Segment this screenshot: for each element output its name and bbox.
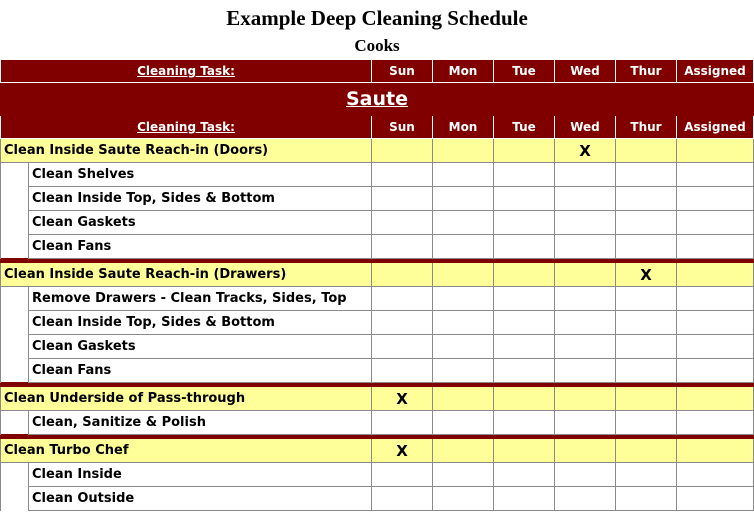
header-task-label: Cleaning Task:: [1, 60, 372, 83]
subtask-cell-thur[interactable]: [616, 287, 677, 311]
subtask-label: Clean Inside Top, Sides & Bottom: [29, 187, 372, 211]
header-assigned: Assigned: [677, 60, 754, 83]
schedule-title: Example Deep Cleaning Schedule: [226, 6, 528, 30]
header-day-thur: Thur: [616, 60, 677, 83]
subtask-cell-thur[interactable]: [616, 187, 677, 211]
task-row: [1, 263, 754, 287]
subtask-indent: [1, 411, 29, 435]
subtask-cell-sun[interactable]: [372, 463, 433, 487]
subtask-cell-sun[interactable]: [372, 359, 433, 383]
subtask-cell-mon[interactable]: [433, 411, 494, 435]
section-header-day-tue: Tue: [494, 116, 555, 139]
subtask-indent: [1, 335, 29, 359]
header-day-wed: Wed: [555, 60, 616, 83]
subtask-cell-sun[interactable]: [372, 487, 433, 511]
subtask-cell-sun[interactable]: [372, 235, 433, 259]
header-day-mon: Mon: [433, 60, 494, 83]
subtask-cell-assigned[interactable]: [677, 235, 754, 259]
header-day-tue: Tue: [494, 60, 555, 83]
schedule-table: [0, 59, 754, 511]
header-row: [1, 60, 754, 83]
subtask-cell-thur[interactable]: [616, 211, 677, 235]
section-header-day-mon: Mon: [433, 116, 494, 139]
task-label: Clean Underside of Pass-through: [1, 387, 372, 411]
subtask-cell-thur[interactable]: [616, 411, 677, 435]
task-cell-assigned[interactable]: [677, 439, 754, 463]
section-header-assigned: Assigned: [677, 116, 754, 139]
subtask-cell-tue[interactable]: [494, 187, 555, 211]
subtask-cell-mon[interactable]: [433, 235, 494, 259]
subtask-row: [1, 235, 754, 259]
subtask-cell-tue[interactable]: [494, 211, 555, 235]
section-header-day-thur: Thur: [616, 116, 677, 139]
subtask-cell-thur[interactable]: [616, 235, 677, 259]
subtask-cell-mon[interactable]: [433, 463, 494, 487]
subtask-cell-mon[interactable]: [433, 359, 494, 383]
section-header-task-label: Cleaning Task:: [1, 116, 372, 139]
subtask-cell-assigned[interactable]: [677, 163, 754, 187]
subtask-cell-wed[interactable]: [555, 487, 616, 511]
task-cell-wed[interactable]: [555, 387, 616, 411]
section-header-day-sun: Sun: [372, 116, 433, 139]
task-cell-assigned[interactable]: [677, 139, 754, 163]
subtask-cell-wed[interactable]: [555, 359, 616, 383]
task-cell-tue[interactable]: [494, 263, 555, 287]
subtask-cell-wed[interactable]: [555, 311, 616, 335]
subtask-row: [1, 287, 754, 311]
task-row: [1, 439, 754, 463]
subtask-cell-wed[interactable]: [555, 235, 616, 259]
subtask-indent: [1, 163, 29, 187]
subtask-cell-assigned[interactable]: [677, 487, 754, 511]
subtask-indent: [1, 487, 29, 511]
subtask-indent: [1, 287, 29, 311]
subtask-cell-assigned[interactable]: [677, 211, 754, 235]
subtask-cell-thur[interactable]: [616, 359, 677, 383]
subtask-cell-sun[interactable]: [372, 163, 433, 187]
subtask-cell-tue[interactable]: [494, 359, 555, 383]
subtask-cell-thur[interactable]: [616, 335, 677, 359]
task-cell-mon[interactable]: [433, 139, 494, 163]
subtask-indent: [1, 235, 29, 259]
task-cell-mon[interactable]: [433, 439, 494, 463]
subtask-cell-wed[interactable]: [555, 163, 616, 187]
task-cell-thur[interactable]: [616, 139, 677, 163]
task-cell-mon[interactable]: [433, 387, 494, 411]
task-cell-wed[interactable]: [555, 439, 616, 463]
subtask-cell-assigned[interactable]: [677, 411, 754, 435]
task-cell-thur[interactable]: [616, 387, 677, 411]
subtask-indent: [1, 187, 29, 211]
subtask-cell-sun[interactable]: [372, 287, 433, 311]
subtask-label: Clean Inside Top, Sides & Bottom: [29, 311, 372, 335]
subtask-label: Clean Inside: [29, 463, 372, 487]
subtask-row: [1, 211, 754, 235]
subtask-cell-mon[interactable]: [433, 211, 494, 235]
task-cell-tue[interactable]: [494, 139, 555, 163]
task-cell-tue[interactable]: [494, 387, 555, 411]
subtask-cell-tue[interactable]: [494, 487, 555, 511]
subtask-row: [1, 335, 754, 359]
subtask-cell-wed[interactable]: [555, 411, 616, 435]
task-cell-assigned[interactable]: [677, 387, 754, 411]
subtask-row: [1, 487, 754, 511]
subtask-cell-tue[interactable]: [494, 311, 555, 335]
task-label: Clean Inside Saute Reach-in (Drawers): [1, 263, 372, 287]
task-cell-thur[interactable]: X: [616, 263, 677, 287]
subtask-label: Clean Gaskets: [29, 335, 372, 359]
subtask-row: [1, 163, 754, 187]
subtask-cell-mon[interactable]: [433, 187, 494, 211]
subtask-cell-sun[interactable]: [372, 411, 433, 435]
subtask-cell-assigned[interactable]: [677, 311, 754, 335]
subtask-label: Remove Drawers - Clean Tracks, Sides, Top: [29, 287, 372, 311]
subtask-cell-wed[interactable]: [555, 211, 616, 235]
subtask-cell-mon[interactable]: [433, 335, 494, 359]
task-cell-tue[interactable]: [494, 439, 555, 463]
subtask-label: Clean Fans: [29, 359, 372, 383]
task-cell-sun[interactable]: [372, 263, 433, 287]
subtask-cell-thur[interactable]: [616, 463, 677, 487]
subtask-label: Clean Outside: [29, 487, 372, 511]
subtask-cell-assigned[interactable]: [677, 359, 754, 383]
subtask-cell-assigned[interactable]: [677, 335, 754, 359]
subtask-indent: [1, 311, 29, 335]
task-row: [1, 139, 754, 163]
task-cell-mon[interactable]: [433, 263, 494, 287]
task-cell-wed[interactable]: X: [555, 139, 616, 163]
subtask-cell-assigned[interactable]: [677, 187, 754, 211]
task-cell-wed[interactable]: [555, 263, 616, 287]
subtask-cell-sun[interactable]: [372, 311, 433, 335]
task-cell-sun[interactable]: X: [372, 387, 433, 411]
task-cell-sun[interactable]: [372, 139, 433, 163]
subtask-cell-tue[interactable]: [494, 411, 555, 435]
subtask-cell-assigned[interactable]: [677, 287, 754, 311]
task-cell-sun[interactable]: X: [372, 439, 433, 463]
subtask-cell-assigned[interactable]: [677, 463, 754, 487]
section-title: Saute: [1, 83, 754, 116]
subtask-row: [1, 411, 754, 435]
task-cell-thur[interactable]: [616, 439, 677, 463]
task-cell-assigned[interactable]: [677, 263, 754, 287]
subtask-label: Clean Gaskets: [29, 211, 372, 235]
subtask-cell-mon[interactable]: [433, 311, 494, 335]
subtask-cell-tue[interactable]: [494, 235, 555, 259]
subtask-row: [1, 463, 754, 487]
subtask-cell-mon[interactable]: [433, 487, 494, 511]
task-label: Clean Inside Saute Reach-in (Doors): [1, 139, 372, 163]
subtask-row: [1, 359, 754, 383]
section-row: [1, 83, 754, 116]
subtask-indent: [1, 463, 29, 487]
subtask-cell-sun[interactable]: [372, 211, 433, 235]
subtask-cell-wed[interactable]: [555, 463, 616, 487]
section-header-row: [1, 116, 754, 139]
subtask-cell-sun[interactable]: [372, 187, 433, 211]
subtask-label: Clean Fans: [29, 235, 372, 259]
subtask-cell-thur[interactable]: [616, 487, 677, 511]
subtask-cell-thur[interactable]: [616, 163, 677, 187]
subtask-cell-tue[interactable]: [494, 335, 555, 359]
subtask-cell-wed[interactable]: [555, 187, 616, 211]
subtask-cell-wed[interactable]: [555, 335, 616, 359]
subtask-cell-tue[interactable]: [494, 163, 555, 187]
subtask-cell-mon[interactable]: [433, 287, 494, 311]
subtask-cell-tue[interactable]: [494, 287, 555, 311]
section-header-day-wed: Wed: [555, 116, 616, 139]
subtask-row: [1, 311, 754, 335]
subtask-label: Clean Shelves: [29, 163, 372, 187]
subtask-cell-sun[interactable]: [372, 335, 433, 359]
subtask-indent: [1, 211, 29, 235]
header-day-sun: Sun: [372, 60, 433, 83]
schedule-subtitle: Cooks: [354, 36, 400, 55]
subtask-cell-wed[interactable]: [555, 287, 616, 311]
subtask-cell-thur[interactable]: [616, 311, 677, 335]
subtask-cell-tue[interactable]: [494, 463, 555, 487]
subtask-label: Clean, Sanitize & Polish: [29, 411, 372, 435]
subtask-row: [1, 187, 754, 211]
task-label: Clean Turbo Chef: [1, 439, 372, 463]
subtask-cell-mon[interactable]: [433, 163, 494, 187]
task-row: [1, 387, 754, 411]
subtask-indent: [1, 359, 29, 383]
